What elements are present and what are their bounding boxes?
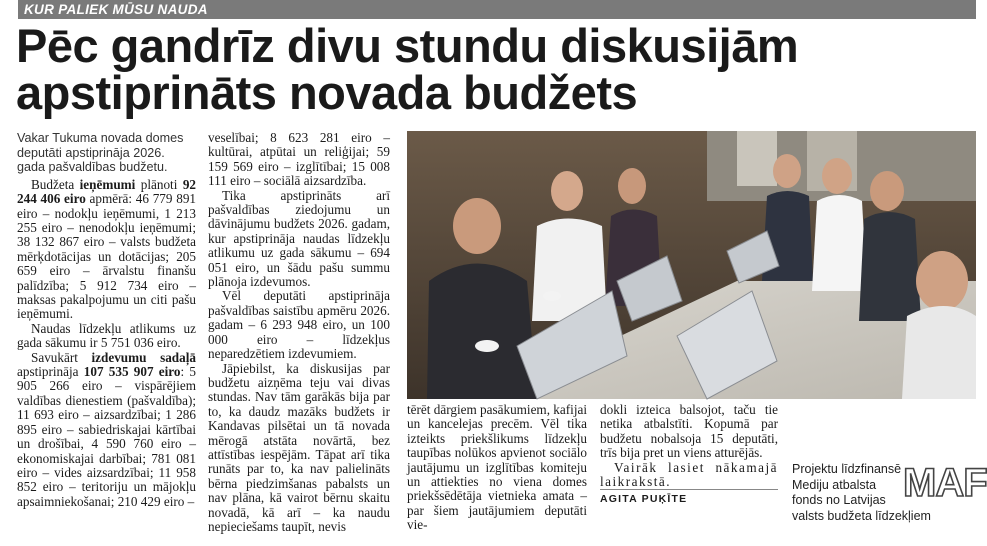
text-column-3 bbox=[407, 403, 587, 533]
income-amount: 92 244 406 eiro bbox=[17, 176, 196, 207]
discussion-paragraph: Jāpiebilst, ka diskusijas par budžetu aizņēma teju vai divas stundas. Nav tām garākās bija par to, ka daudz mazāks budžets ir Kandavas pilsētai un tā novada mērogā atstāta novārtā, bez attīstības iespējām. Tāpat arī tika runāts par to, ka nav palielināts bērna piedzimšanas pabalsts un nav plāna, kā vairot bērnu skaitu novadā, kā arī – ka naudu nepieciešams taupīt, nevis bbox=[208, 360, 390, 534]
credit-line-3: fonds no Latvijas bbox=[792, 493, 886, 507]
article-headline bbox=[16, 19, 961, 119]
income-keyword: ieņēmumi bbox=[79, 176, 136, 192]
text-column-2 bbox=[208, 131, 390, 534]
expenses-continuation: veselībai; 8 623 281 eiro – kultūrai, atpūtai un reliģijai; 59 159 569 eiro – izglītībai; 15 008 111 eiro – sociālā aizsardzība. bbox=[208, 130, 390, 189]
donations-paragraph: Tika apstiprināts arī pašvaldības ziedojumu un dāvinājumu budžets 2026. gadam, kur apstiprināja naudas līdzekļu atlikumu uz gada sākumu – 694 051 eiro, un šādu pašu summu plānoja izdevumos. bbox=[208, 187, 390, 290]
headline-line-2: apstiprināts novada budžets bbox=[16, 66, 638, 119]
expenses-amount: 107 535 907 eiro bbox=[83, 364, 181, 380]
read-more-note: Vairāk lasiet nākamajā laikrakstā. bbox=[600, 459, 778, 490]
author-byline: AGITA PUĶĪTE bbox=[600, 489, 778, 506]
column-3-text: tērēt dārgiem pasākumiem, kafijai un kancelejas precēm. Vēl tika izteikts priekšlikums līdzekļu taupības nolūkos apvienot sociālo jautājumu un izglītības komiteju un attiekties no viena domes priekšsēdētāja vietnieka amata – par šiem jautājumiem deputāti vie- bbox=[407, 402, 587, 533]
text-column-1 bbox=[17, 131, 196, 509]
balance-paragraph: Naudas līdzekļu atlikums uz gada sākumu ir 5 751 036 eiro. bbox=[17, 320, 196, 351]
credit-line-1: Projektu līdzfinansē bbox=[792, 462, 902, 476]
credit-line-2: Mediju atbalsta bbox=[792, 477, 877, 492]
headline-line-1: Pēc gandrīz divu stundu diskusijām bbox=[16, 19, 799, 72]
obligations-paragraph: Vēl deputāti apstiprināja pašvaldības saistību apmēru 2026. gadam – 6 293 948 eiro, un 100 000 eiro – līdzekļus neparedzētiem izdevumiem. bbox=[208, 288, 390, 362]
income-paragraph: Budžeta ieņēmumi plānoti 92 244 406 eiro apmērā: 46 779 891 eiro – nodokļu ieņēmumi, 1 213 255 eiro – nenodokļu ieņēmumi; 38 132 867 eiro – valsts budžeta mērķdotācijas un dotācijas; 205 659 eiro – ārvalstu finanšu palīdzība; 5 912 734 eiro – maksas pakalpojumu un citi pašu ieņēmumi. bbox=[17, 176, 197, 322]
maf-logo: MAF bbox=[903, 461, 987, 505]
column-4-text: dokli izteica balsojot, taču tie netika atbalstīti. Kopumā par budžetu nobalsoja 15 deputāti, trīs bija pret un viens atturējās. bbox=[600, 402, 778, 461]
council-meeting-photo bbox=[407, 131, 976, 399]
expenses-paragraph: Savukārt izdevumu sadaļā apstiprināja 107 535 907 eiro: 5 905 266 eiro – vispārējiem valdības dienestiem (pašvaldība); 11 693 eiro – aizsardzībai; 1 286 895 eiro – sabiedriskajai kārtībai un drošībai, 4 590 760 eiro – ekonomiskajai darbībai; 781 081 eiro – vides aizsardzībai; 11 958 852 eiro – teritoriju un mājokļu apsaimniekošanai; 210 429 eiro – bbox=[17, 349, 196, 509]
photo-illustration bbox=[407, 131, 976, 399]
section-rubric: KUR PALIEK MŪSU NAUDA bbox=[18, 0, 976, 19]
article-lead: Vakar Tukuma novada domes deputāti apstiprināja 2026. gada pašvaldības budžetu. bbox=[17, 131, 184, 175]
expenses-keyword: izdevumu sadaļā bbox=[91, 349, 196, 365]
text-column-4 bbox=[600, 403, 778, 507]
credit-line-4: valsts budžeta līdzekļiem bbox=[792, 508, 931, 523]
